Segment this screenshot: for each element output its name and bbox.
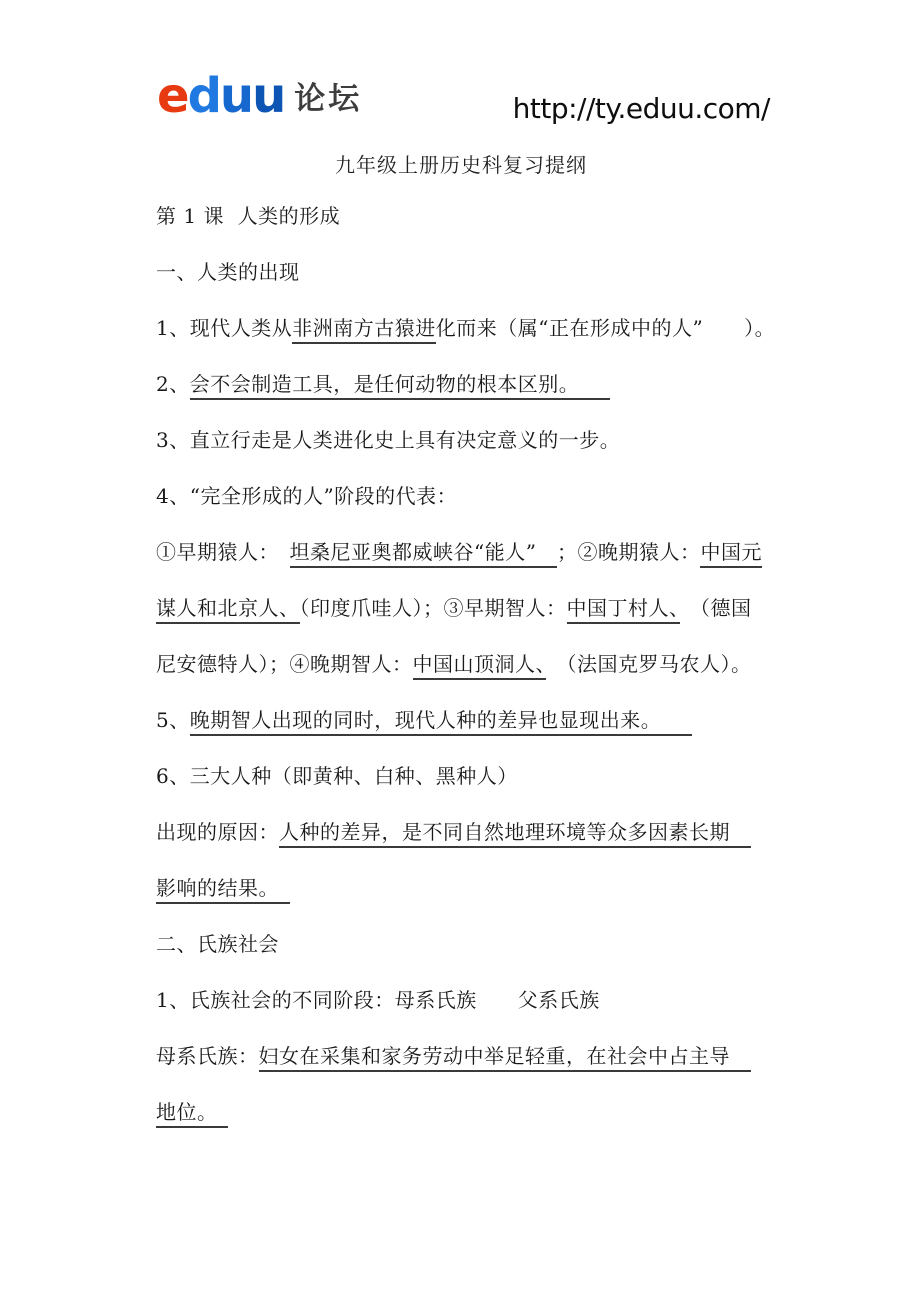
doc-line xyxy=(156,412,796,468)
text-segment: ；②晚期猿人： xyxy=(556,540,701,564)
doc-line xyxy=(156,188,796,244)
doc-line xyxy=(156,524,796,580)
underlined-segment: 影响的结果。 xyxy=(156,876,290,904)
text-segment: ①早期猿人： xyxy=(156,540,290,564)
doc-line xyxy=(156,468,796,524)
doc-line xyxy=(156,356,796,412)
underlined-segment: 非洲南方古猿进 xyxy=(292,316,436,344)
text-segment: 6、三大人种（即黄种、白种、黑种人） xyxy=(156,764,518,788)
underlined-segment: 中国元 xyxy=(700,540,762,568)
logo-letter: e xyxy=(157,68,188,124)
underlined-segment: 晚期智人出现的同时，现代人种的差异也显现出来。 xyxy=(190,708,693,736)
underlined-segment: 地位。 xyxy=(156,1100,228,1128)
text-segment: 一、人类的出现 xyxy=(156,260,300,284)
doc-line xyxy=(156,580,796,636)
underlined-segment: 坦桑尼亚奥都威峡谷“能人” xyxy=(290,540,557,568)
text-segment: 出现的原因： xyxy=(156,820,279,844)
underlined-segment: 中国丁村人、 xyxy=(567,596,680,624)
text-segment: 化而来（属“正在形成中的人” ）。 xyxy=(435,316,776,340)
text-segment: 5、 xyxy=(156,708,190,732)
text-segment: （印度爪哇人）；③早期智人： xyxy=(299,596,567,620)
underlined-segment: 人种的差异，是不同自然地理环境等众多因素长期 xyxy=(279,820,751,848)
doc-line xyxy=(156,916,796,972)
logo-letter: d xyxy=(187,68,220,124)
text-segment: 4、“完全形成的人”阶段的代表： xyxy=(156,484,458,508)
site-url-text: http://ty.eduu.com/ xyxy=(512,92,770,125)
text-segment: 二、氏族社会 xyxy=(156,932,279,956)
logo-letter: u xyxy=(252,68,285,124)
doc-line xyxy=(156,244,796,300)
eduu-logo-suffix: 论坛 xyxy=(294,81,363,117)
logo-letter: u xyxy=(219,68,253,124)
text-segment: （法国克罗马农人）。 xyxy=(546,652,752,676)
text-segment: 尼安德特人）；④晚期智人： xyxy=(156,652,413,676)
doc-line xyxy=(156,1084,796,1140)
eduu-logo xyxy=(157,68,362,124)
doc-line xyxy=(156,300,796,356)
underlined-segment: 妇女在采集和家务劳动中举足轻重，在社会中占主导 xyxy=(259,1044,751,1072)
text-segment: 3、直立行走是人类进化史上具有决定意义的一步。 xyxy=(156,428,621,452)
document-body xyxy=(156,188,796,1140)
underlined-segment: 会不会制造工具，是任何动物的根本区别。 xyxy=(190,372,611,400)
doc-line xyxy=(156,860,796,916)
underlined-segment: 中国山顶洞人、 xyxy=(413,652,547,680)
doc-line xyxy=(156,972,796,1028)
text-segment: 1、氏族社会的不同阶段：母系氏族 父系氏族 xyxy=(156,988,600,1012)
text-segment: 1、现代人类从 xyxy=(156,316,293,340)
eduu-logo-wordmark xyxy=(157,68,284,124)
doc-line xyxy=(156,748,796,804)
text-segment: 母系氏族： xyxy=(156,1044,259,1068)
text-segment: 2、 xyxy=(156,372,190,396)
doc-line xyxy=(156,804,796,860)
text-segment: 第 1 课 人类的形成 xyxy=(156,204,341,228)
text-segment: （德国 xyxy=(679,596,752,620)
document-title: 九年级上册历史科复习提纲 xyxy=(335,153,587,177)
doc-line xyxy=(156,636,796,692)
doc-line xyxy=(156,692,796,748)
doc-line xyxy=(156,1028,796,1084)
underlined-segment: 谋人和北京人、 xyxy=(156,596,300,624)
